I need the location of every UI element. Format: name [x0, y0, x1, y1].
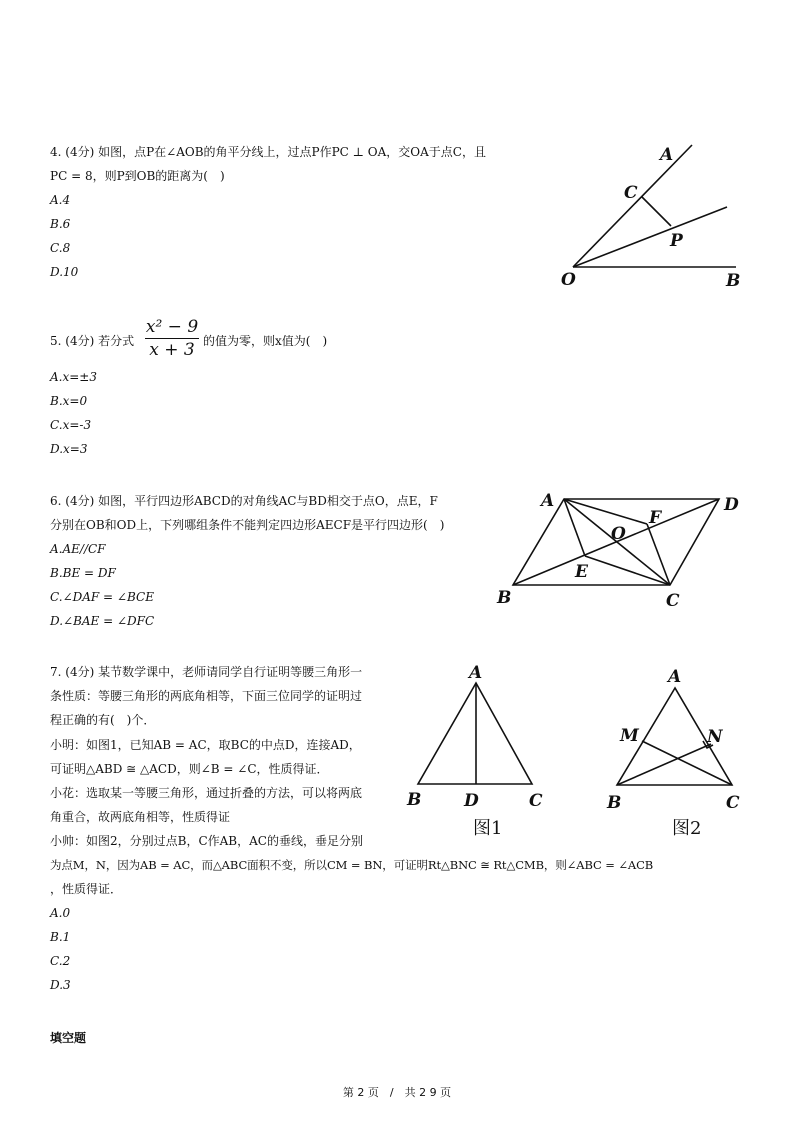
q7-option-c: C.2	[50, 954, 71, 968]
q7-text-line5: 可证明△ABD ≅ △ACD，则∠B = ∠C，性质得证．	[50, 762, 329, 776]
q6-option-d: D.∠BAE = ∠DFC	[50, 614, 155, 628]
q6-option-a: A.AE//CF	[50, 542, 106, 556]
q5-option-b: B.x=0	[50, 394, 88, 408]
q4-label-p: P	[670, 231, 683, 251]
q7-text-line7: 角重合，故两底角相等，性质得证	[50, 810, 231, 824]
q4-label-a: A	[660, 145, 674, 165]
q6-label-e: E	[575, 562, 588, 582]
triangle-abc-fig1	[418, 683, 532, 784]
diagonal-ac	[564, 499, 670, 585]
q5-fraction	[145, 317, 199, 360]
diagonal-bd	[513, 499, 719, 585]
q6-option-c: C.∠DAF = ∠BCE	[50, 590, 154, 604]
q7-text-line9: 为点M，N，因为AB = AC，而△ABC面积不变，所以CM = BN，可证明Rt△BNC ≅ Rt△CMB，则∠ABC = ∠ACB	[50, 858, 654, 872]
segment-ae	[564, 499, 585, 556]
q5-option-c: C.x=-3	[50, 418, 92, 432]
q7-fig1-label-c: C	[529, 791, 543, 811]
q7-text-line1: 7. (4分) 某节数学课中，老师请同学自行证明等腰三角形一	[50, 665, 363, 679]
q7-fig2-label-n: N	[707, 727, 723, 747]
q7-text-line4: 小明：如图1，已知AB = AC，取BC的中点D，连接AD，	[50, 738, 361, 752]
q6-label-f: F	[649, 508, 662, 528]
q5-numerator: x² − 9	[145, 317, 199, 337]
q7-fig2-label-m: M	[620, 726, 639, 746]
q7-option-b: B.1	[50, 930, 71, 944]
q4-stem-line2: PC = 8，则P到OB的距离为( )	[50, 169, 225, 183]
q5-option-a: A.x=±3	[50, 370, 97, 384]
q7-fig1-caption: 图1	[473, 818, 503, 839]
q5-denominator: x + 3	[149, 340, 195, 360]
altitude-cm	[642, 741, 732, 785]
q7-option-d: D.3	[50, 978, 71, 992]
q4-option-c: C.8	[50, 241, 71, 255]
q7-fig1-label-b: B	[407, 790, 422, 810]
page-footer: 第 2 页 / 共 2 9 页	[342, 1086, 452, 1099]
segment-af	[564, 499, 647, 524]
q7-fig2-label-c: C	[726, 793, 740, 813]
fraction-bar	[145, 338, 199, 339]
q6-label-o: O	[611, 524, 626, 544]
q7-fig1-label-a: A	[469, 663, 483, 683]
q7-fig2-label-b: B	[607, 793, 622, 813]
q4-label-c: C	[624, 183, 638, 203]
q7-text-line2: 条性质：等腰三角形的两底角相等，下面三位同学的证明过	[50, 689, 363, 703]
q6-label-a: A	[541, 491, 555, 511]
q6-label-b: B	[497, 588, 512, 608]
q7-text-line8: 小帅：如图2，分别过点B，C作AB，AC的垂线，垂足分别	[50, 834, 363, 848]
q6-label-c: C	[666, 591, 680, 611]
triangle-abc-fig2	[617, 688, 732, 785]
q6-label-d: D	[724, 495, 739, 515]
altitude-bn	[617, 744, 711, 785]
q4-option-d: D.10	[50, 265, 79, 279]
q7-fig2-label-a: A	[668, 667, 682, 687]
q4-label-o: O	[561, 270, 576, 290]
right-angle-mark-n	[703, 741, 713, 748]
q7-text-line10: ，性质得证．	[50, 882, 123, 896]
q4-label-b: B	[726, 271, 741, 291]
segment-ce	[585, 556, 670, 585]
ray-op	[573, 207, 727, 267]
q5-suffix: 的值为零，则x值为( )	[203, 334, 328, 348]
parallelogram-abcd	[513, 499, 719, 585]
segment-pc	[642, 197, 671, 226]
q5-option-d: D.x=3	[50, 442, 88, 456]
ray-oa	[573, 145, 692, 267]
q7-text-line3: 程正确的有( )个．	[50, 713, 156, 727]
q4-option-b: B.6	[50, 217, 71, 231]
segment-cf	[647, 524, 670, 585]
q6-stem-line1: 6. (4分) 如图，平行四边形ABCD的对角线AC与BD相交于点O，点E，F	[50, 494, 438, 508]
q7-option-a: A.0	[50, 906, 71, 920]
q7-fig1-label-d: D	[464, 791, 479, 811]
section-heading-fill-in: 填空题	[50, 1031, 87, 1045]
q4-option-a: A.4	[50, 193, 71, 207]
q7-text-line6: 小花：选取某一等腰三角形，通过折叠的方法，可以将两底	[50, 786, 363, 800]
q4-stem-line1: 4. (4分) 如图，点P在∠AOB的角平分线上，过点P作PC ⊥ OA，交OA于点C，且	[50, 145, 486, 159]
q6-stem-line2: 分别在OB和OD上，下列哪组条件不能判定四边形AECF是平行四边形( )	[50, 518, 445, 532]
q6-option-b: B.BE = DF	[50, 566, 116, 580]
q7-fig2-caption: 图2	[672, 818, 702, 839]
q5-prefix: 5. (4分) 若分式	[50, 334, 135, 348]
